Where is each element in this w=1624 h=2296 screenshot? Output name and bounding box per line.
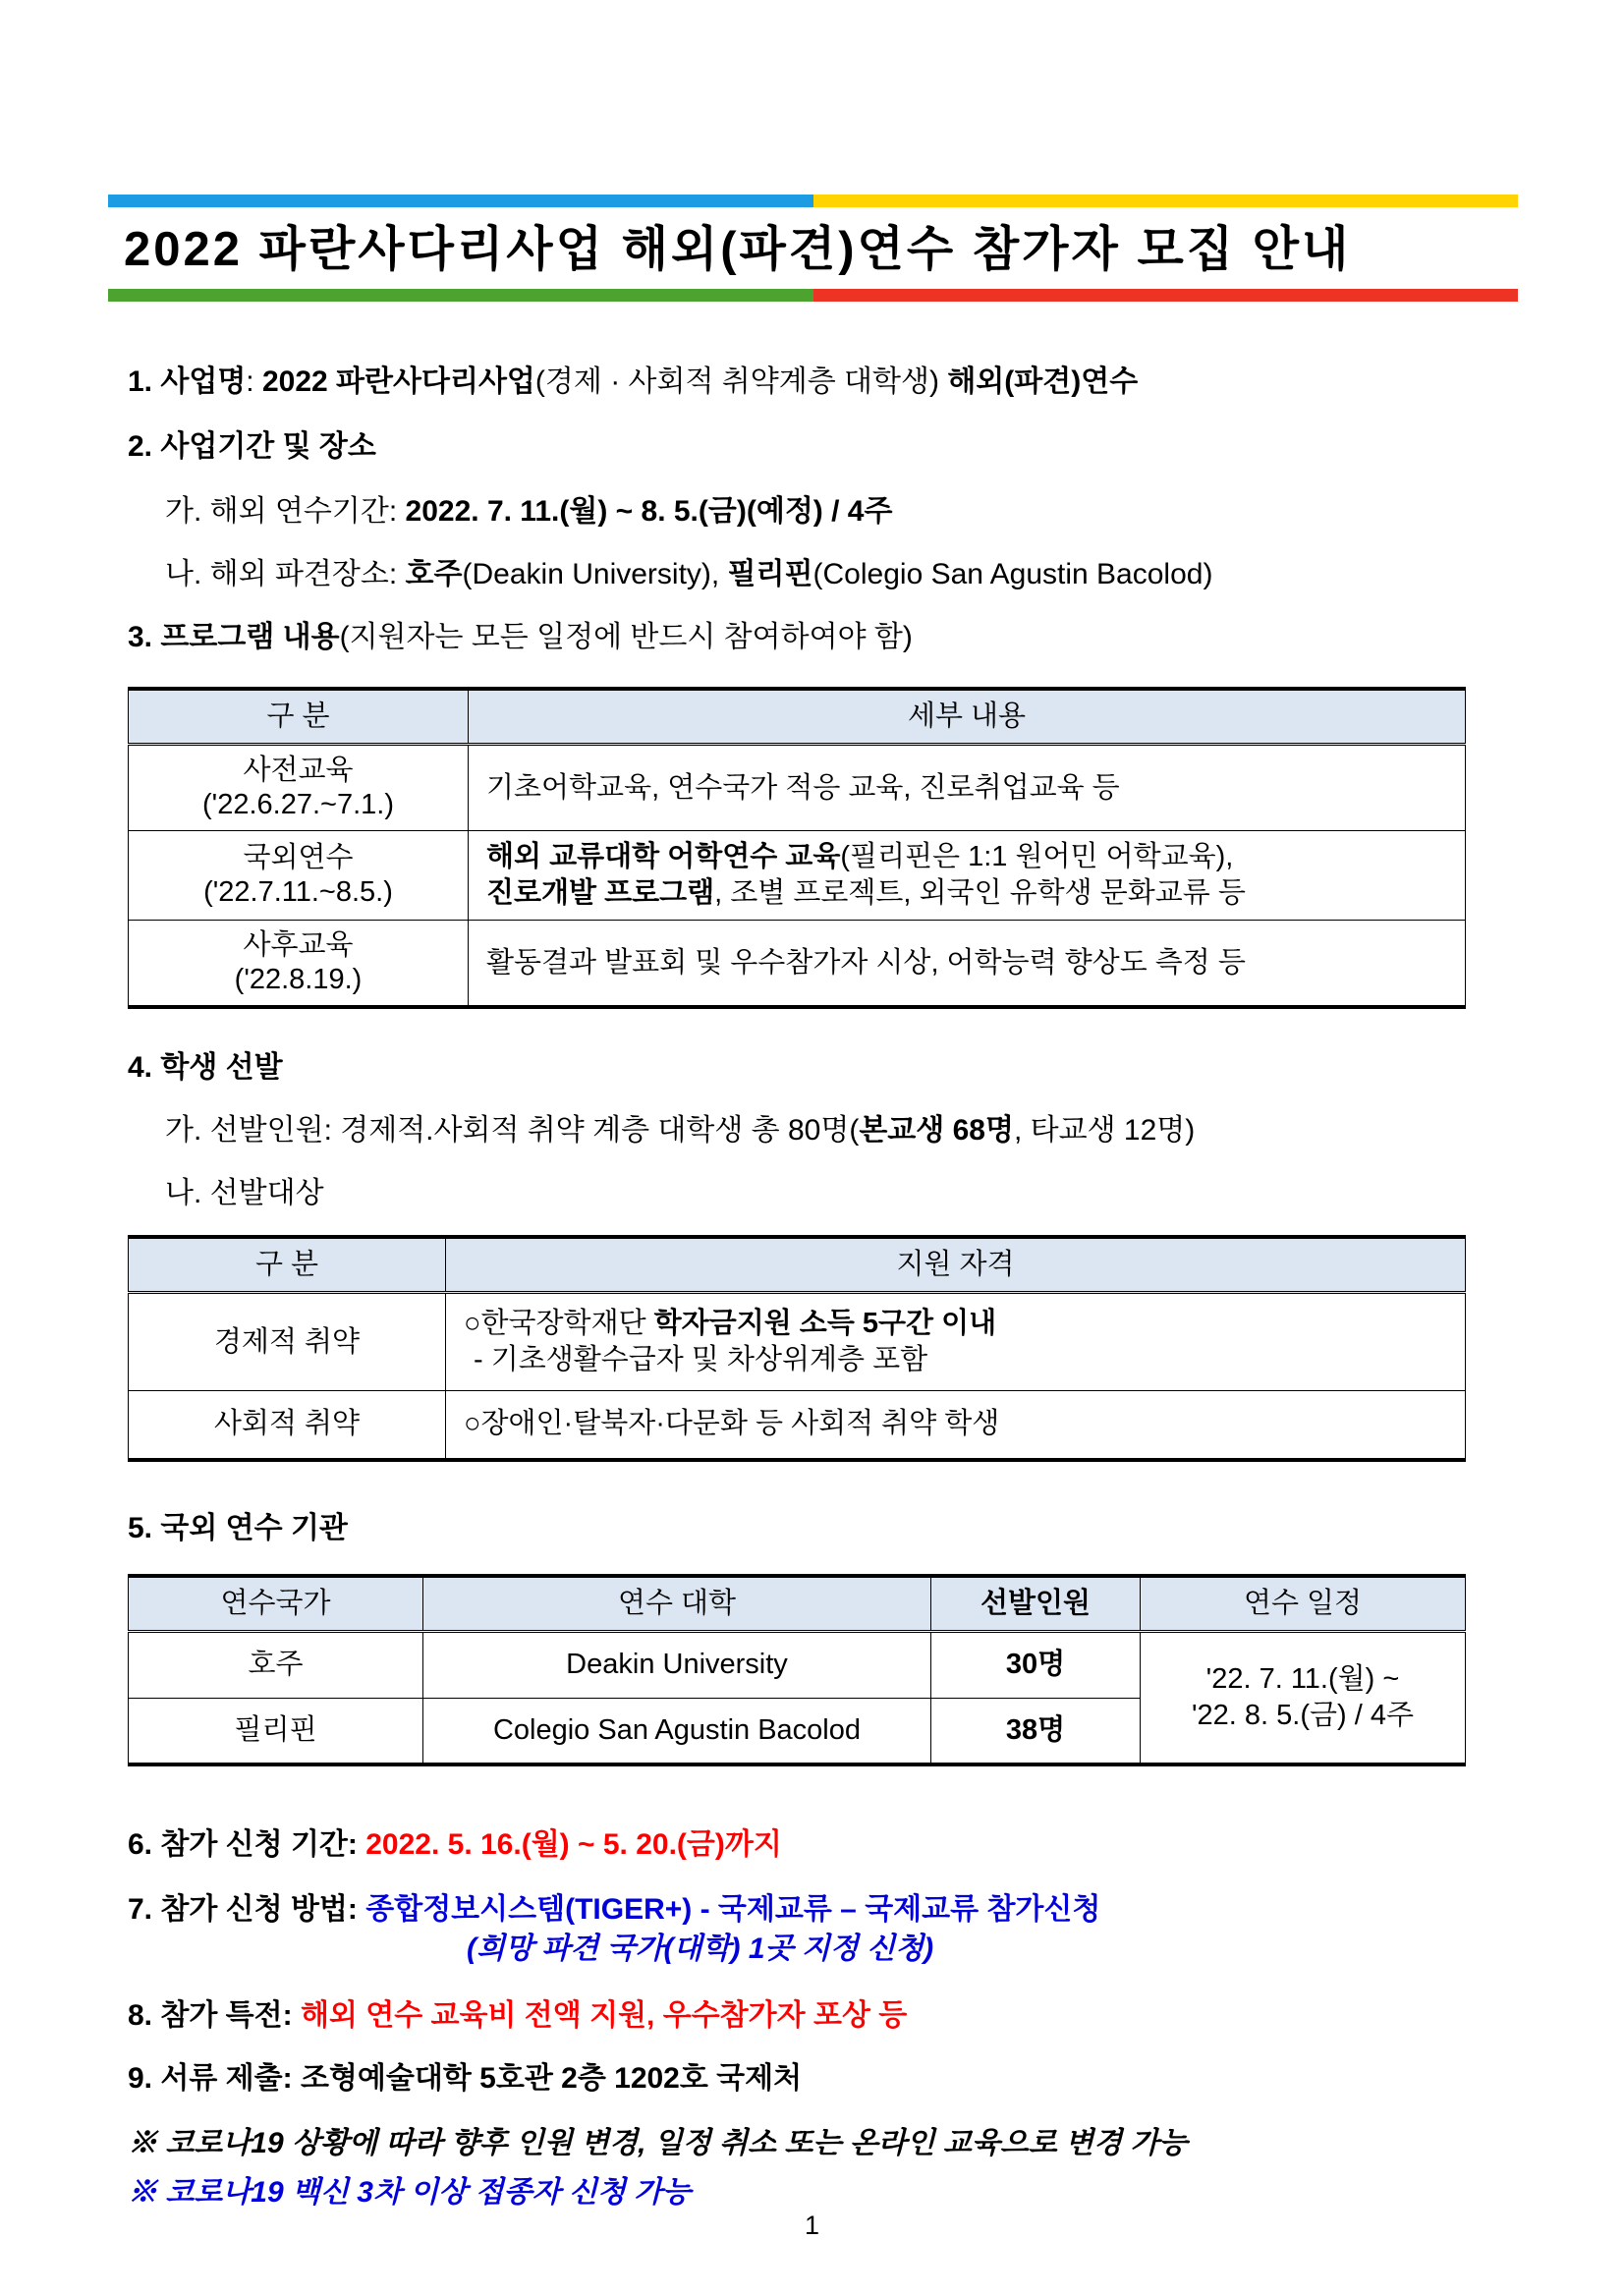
home-school-count: 본교생 68명: [859, 1114, 1014, 1147]
text-run: 해외(파견)연수: [947, 365, 1139, 398]
institution-table: [128, 1574, 1466, 1767]
table-row: [129, 831, 1466, 921]
column-header: 세부 내용: [469, 689, 1466, 745]
benefit-text: 해외 연수 교육비 전액 지원, 우수참가자 포상 등: [300, 1999, 908, 2032]
section-7-line2: [108, 1930, 1518, 1969]
text-run: 나. 해외 파견장소:: [165, 558, 406, 590]
detail-cell: [446, 1293, 1466, 1391]
detail-line: [486, 875, 1459, 912]
application-period: 2022. 5. 16.(월) ~ 5. 20.(금)까지: [365, 1828, 782, 1861]
schedule-line: '22. 8. 5.(금) / 4주: [1192, 1699, 1414, 1731]
column-header: 구 분: [129, 689, 469, 745]
text-run: :: [246, 365, 262, 398]
section-8-heading: 8. 참가 특전:: [128, 1999, 301, 2032]
detail-cell: [469, 831, 1466, 921]
column-header: 연수 대학: [423, 1576, 931, 1632]
text-run: (경제 · 사회적 취약계층 대학생): [534, 365, 948, 398]
submission-location: 조형예술대학 5호관 2층 1202호 국제처: [300, 2062, 803, 2095]
table-header-row: [129, 689, 1466, 745]
university-cell: Colegio San Agustin Bacolod: [423, 1698, 931, 1764]
section-8-line: [108, 1996, 1518, 2036]
column-header: 연수 일정: [1141, 1576, 1466, 1632]
text-run: ○한국장학재단: [464, 1308, 654, 1339]
section-4-heading: 4. 학생 선발: [128, 1051, 283, 1084]
detail-cell: 활동결과 발표회 및 우수참가자 시상, 어학능력 향상도 측정 등: [469, 921, 1466, 1008]
bottom-bar-red-segment: [813, 289, 1519, 302]
text-run: (Deakin University),: [462, 558, 728, 590]
text-run: , 조별 프로젝트, 외국인 유학생 문화교류 등: [714, 877, 1246, 909]
section-4-item-na: 나. 선발대상: [165, 1177, 324, 1209]
section-5-heading: 5. 국외 연수 기관: [128, 1511, 348, 1544]
section-3-heading: 3. 프로그램 내용: [128, 621, 340, 653]
application-method: 종합정보시스템(TIGER+) - 국제교류 – 국제교류 참가신청: [365, 1893, 1101, 1926]
category-name: 국외연수: [243, 842, 354, 873]
university-cell: Deakin University: [423, 1631, 931, 1698]
text-run: , 타교생 12명): [1013, 1114, 1196, 1147]
count-cell: 38명: [931, 1698, 1141, 1764]
title-top-bar: [108, 195, 1518, 207]
table-row: [129, 745, 1466, 831]
note-covid-change: ※ 코로나19 상황에 따라 향후 인원 변경, 일정 취소 또는 온라인 교육으로 변경 가능: [128, 2127, 1188, 2159]
document-content: [108, 0, 1518, 2212]
country-philippines: 필리핀: [727, 558, 813, 590]
text-run: 학자금지원 소득 5구간 이내: [653, 1308, 997, 1339]
category-dates: ('22.6.27.~7.1.): [202, 789, 394, 820]
program-table: [128, 687, 1466, 1009]
eligibility-table: [128, 1235, 1466, 1462]
bottom-bar-green-segment: [108, 289, 813, 302]
country-cell: 필리핀: [129, 1698, 423, 1764]
text-run: (Colegio San Agustin Bacolod): [812, 558, 1213, 590]
text-run: 진로개발 프로그램: [486, 877, 715, 909]
application-method-note: (희망 파견 국가(대학) 1곳 지정 신청): [467, 1932, 934, 1965]
table-row: [129, 921, 1466, 1008]
section-9-line: [108, 2059, 1518, 2099]
section-2-item-na: [108, 555, 1518, 594]
table-row: [129, 1631, 1466, 1698]
category-cell: [129, 831, 469, 921]
training-period: 2022. 7. 11.(월) ~ 8. 5.(금)(예정) / 4주: [405, 495, 893, 528]
category-cell: 경제적 취약: [129, 1293, 446, 1391]
detail-line: [464, 1306, 1459, 1342]
schedule-line: '22. 7. 11.(월) ~: [1205, 1662, 1400, 1695]
category-cell: 사회적 취약: [129, 1391, 446, 1460]
detail-cell: 기초어학교육, 연수국가 적응 교육, 진로취업교육 등: [469, 745, 1466, 831]
text-run: 가. 선발인원: 경제적.사회적 취약 계층 대학생 총 80명(: [165, 1114, 860, 1147]
column-header: 선발인원: [931, 1576, 1141, 1632]
text-run: (지원자는 모든 일정에 반드시 참여하여야 함): [339, 621, 913, 653]
detail-line: [486, 839, 1459, 875]
section-1-heading: 1. 사업명: [128, 365, 247, 398]
table-header-row: [129, 1576, 1466, 1632]
title-bottom-bar: [108, 289, 1518, 302]
section-6-heading: 6. 참가 신청 기간:: [128, 1828, 366, 1861]
schedule-cell: [1141, 1631, 1466, 1764]
detail-line: - 기초생활수급자 및 차상위계층 포함: [474, 1344, 928, 1375]
top-bar-yellow-segment: [813, 195, 1519, 207]
category-cell: [129, 921, 469, 1008]
page-number: 1: [804, 2211, 820, 2240]
section-2-item-ga: [108, 492, 1518, 532]
note-covid-vaccine: ※ 코로나19 백신 3차 이상 접종자 신청 가능: [128, 2176, 692, 2209]
section-3-line: [108, 618, 1518, 657]
category-name: 사후교육: [243, 929, 354, 961]
category-cell: [129, 745, 469, 831]
page-title: 2022 파란사다리사업 해외(파견)연수 참가자 모집 안내: [124, 223, 1352, 276]
table-header-row: [129, 1237, 1466, 1293]
column-header: 지원 자격: [446, 1237, 1466, 1293]
count-cell: 30명: [931, 1631, 1141, 1698]
section-6-line: [108, 1825, 1518, 1865]
section-1-line: [108, 363, 1518, 402]
country-cell: 호주: [129, 1631, 423, 1698]
section-9-heading: 9. 서류 제출:: [128, 2062, 301, 2095]
table-row: [129, 1391, 1466, 1460]
text-run: 가. 해외 연수기간:: [165, 495, 406, 528]
top-bar-blue-segment: [108, 195, 813, 207]
section-7-line: [108, 1890, 1518, 1930]
program-name: 2022 파란사다리사업: [261, 365, 535, 398]
column-header: 구 분: [129, 1237, 446, 1293]
section-7-heading: 7. 참가 신청 방법:: [128, 1893, 366, 1926]
category-dates: ('22.7.11.~8.5.): [203, 876, 393, 908]
category-name: 사전교육: [243, 755, 354, 786]
text-run: 해외 교류대학 어학연수 교육: [486, 841, 841, 872]
country-australia: 호주: [405, 558, 463, 590]
detail-cell: ○장애인·탈북자·다문화 등 사회적 취약 학생: [446, 1391, 1466, 1460]
category-dates: ('22.8.19.): [234, 964, 363, 995]
table-row: [129, 1293, 1466, 1391]
column-header: 연수국가: [129, 1576, 423, 1632]
section-4-item-ga: [108, 1111, 1518, 1150]
section-2-heading: 2. 사업기간 및 장소: [128, 430, 376, 463]
text-run: (필리핀은 1:1 원어민 어학교육),: [840, 841, 1234, 872]
